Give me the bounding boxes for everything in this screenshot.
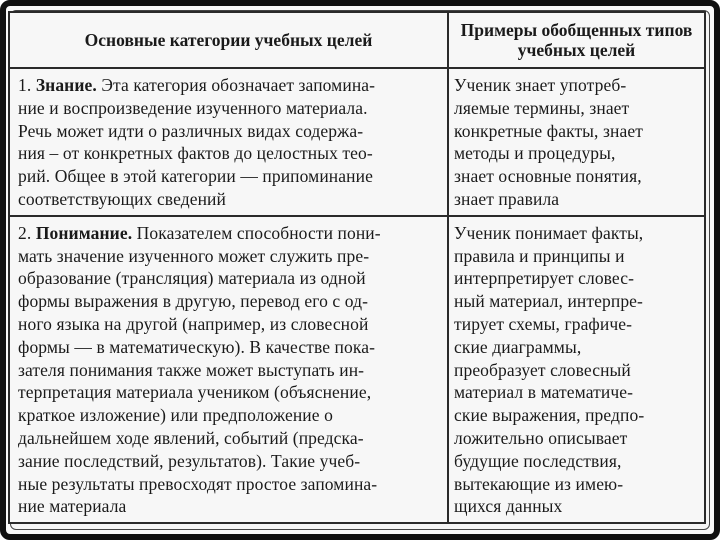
line: знает основные понятия, bbox=[454, 166, 642, 187]
line: терпретация материала учеником (объяснение, bbox=[18, 382, 372, 403]
line: правила и принципы и bbox=[454, 245, 625, 266]
cell-understanding-examples bbox=[448, 216, 705, 523]
line: знает правила bbox=[454, 188, 560, 209]
cell-knowledge-examples bbox=[448, 68, 705, 216]
line: ние материала bbox=[18, 496, 127, 517]
line: образование (трансляция) материала из одной bbox=[18, 268, 366, 289]
line: щихся данных bbox=[454, 496, 563, 517]
cell-understanding-description bbox=[9, 216, 448, 523]
line: ские диаграммы, bbox=[454, 336, 582, 357]
line: ложительно описывает bbox=[454, 427, 628, 448]
category-term: Понимание. bbox=[35, 222, 133, 243]
line: преобразует словесный bbox=[454, 359, 631, 380]
line: Ученик понимает факты, bbox=[454, 222, 644, 243]
line: конкретные факты, знает bbox=[454, 120, 643, 141]
line: тирует схемы, графиче- bbox=[454, 313, 633, 334]
table-row-understanding bbox=[9, 216, 705, 523]
line bbox=[18, 222, 441, 245]
line: Ученик знает употреб- bbox=[454, 75, 627, 95]
line: ние и воспроизведение изученного материала. bbox=[18, 97, 368, 118]
line: ские выражения, предпо- bbox=[454, 405, 645, 426]
category-term: Знание. bbox=[35, 75, 97, 95]
table-row-knowledge bbox=[9, 68, 705, 216]
line: будущие последствия, bbox=[454, 450, 622, 471]
header-examples: Примеры обобщенных типов учебных целей bbox=[448, 12, 705, 68]
line: зание последствий, результатов). Такие учеб- bbox=[18, 450, 361, 471]
line: дальнейшем ходе явлений, событий (предска- bbox=[18, 427, 364, 448]
line bbox=[18, 74, 441, 97]
row-number: 2. bbox=[18, 222, 32, 243]
line: ного языка на другой (например, из словесной bbox=[18, 313, 369, 334]
line: формы — в математическую). В качестве пока- bbox=[18, 336, 376, 357]
line: формы выражения в другую, перевод его с од- bbox=[18, 291, 369, 312]
line: методы и процедуры, bbox=[454, 143, 616, 164]
cell-knowledge-description bbox=[9, 68, 448, 216]
header-categories: Основные категории учебных целей bbox=[9, 12, 448, 68]
line-text: Показателем способности пони- bbox=[132, 222, 381, 243]
line: рий. Общее в этой категории — припоминание bbox=[18, 166, 373, 187]
line: ный материал, интерпре- bbox=[454, 291, 643, 312]
line: ляемые термины, знает bbox=[454, 97, 630, 118]
line: зателя понимания также может выступать ин- bbox=[18, 359, 365, 380]
line: материал в математиче- bbox=[454, 382, 634, 403]
learning-goals-table bbox=[8, 11, 706, 524]
line: интерпретирует словес- bbox=[454, 268, 635, 289]
line: соответствующих сведений bbox=[18, 188, 226, 209]
table-header-row bbox=[9, 12, 705, 68]
line: вытекающие из имею- bbox=[454, 473, 624, 494]
line: мать значение изученного может служить пре- bbox=[18, 245, 370, 266]
line: ния – от конкретных фактов до целостных тео- bbox=[18, 143, 373, 164]
line: Речь может идти о различных видах содержа- bbox=[18, 120, 364, 141]
line: краткое изложение) или предположение о bbox=[18, 405, 333, 426]
line: ные результаты превосходят простое запомина- bbox=[18, 473, 378, 494]
line-text: Эта категория обозначает запомина- bbox=[96, 75, 376, 95]
row-number: 1. bbox=[18, 75, 32, 95]
